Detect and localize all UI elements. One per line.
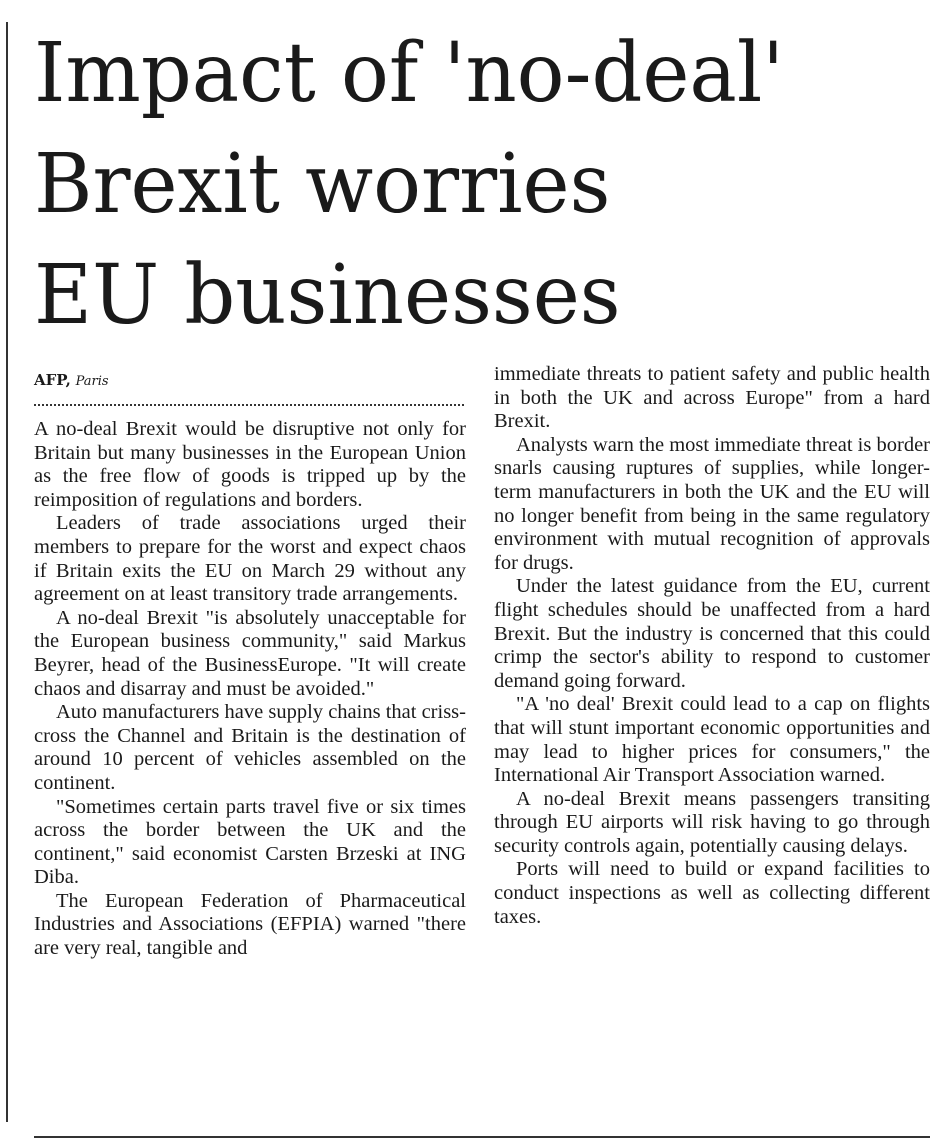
paragraph: "Sometimes certain parts travel five or six times across the border between the UK and the continent," said economist Carsten Brzeski at ING Diba.	[34, 795, 466, 889]
paragraph: Leaders of trade associations urged their members to prepare for the worst and expect chaos if Britain exits the EU on March 29 without any agreement on at least transitory trade arrangements.	[34, 512, 466, 606]
paragraph: immediate threats to patient safety and public health in both the UK and across Europe" from a hard Brexit.	[494, 363, 930, 433]
paragraph: A no-deal Brexit "is absolutely unacceptable for the European business community," said Markus Beyrer, head of the BusinessEurope. "It will create chaos and disarray and must be avoided."	[34, 606, 466, 700]
byline-place: Paris	[75, 374, 109, 389]
paragraph: Ports will need to build or expand facilities to conduct inspections as well as collecting different taxes.	[494, 858, 930, 928]
paragraph: A no-deal Brexit means passengers transiting through EU airports will risk having to go through security controls again, potentially causing delays.	[494, 787, 930, 857]
left-column	[34, 418, 466, 961]
paragraph: "A 'no deal' Brexit could lead to a cap on flights that will stunt important economic opportunities and may lead to higher prices for consumers," the International Air Transport Association warned.	[494, 693, 930, 787]
right-column	[494, 363, 930, 929]
paragraph: A no-deal Brexit would be disruptive not only for Britain but many businesses in the European Union as the free flow of goods is tripped up by the reimposition of regulations and borders.	[34, 418, 466, 511]
byline-agency: AFP,	[34, 371, 71, 389]
column-left-rule	[6, 22, 8, 1122]
headline	[34, 18, 897, 351]
headline-line: Brexit worries	[34, 137, 611, 232]
headline-line: Impact of 'no-deal'	[34, 26, 785, 121]
paragraph: Auto manufacturers have supply chains that criss-cross the Channel and Britain is the destination of around 10 percent of vehicles assembled on the continent.	[34, 701, 466, 794]
bottom-rule	[34, 1136, 930, 1138]
byline	[34, 370, 109, 392]
byline-divider	[34, 404, 464, 406]
paragraph: The European Federation of Pharmaceutical Industries and Associations (EFPIA) warned "there are very real, tangible and	[34, 889, 466, 960]
paragraph: Analysts warn the most immediate threat is border snarls causing ruptures of supplies, while longer-term manufacturers in both the UK and the EU will no longer benefit from being in the same regulatory environment with mutual recognition of approvals for drugs.	[494, 433, 930, 574]
paragraph: Under the latest guidance from the EU, current flight schedules should be unaffected from a hard Brexit. But the industry is concerned that this could crimp the sector's ability to respond to customer demand going forward.	[494, 575, 930, 692]
headline-line: EU businesses	[34, 248, 621, 343]
